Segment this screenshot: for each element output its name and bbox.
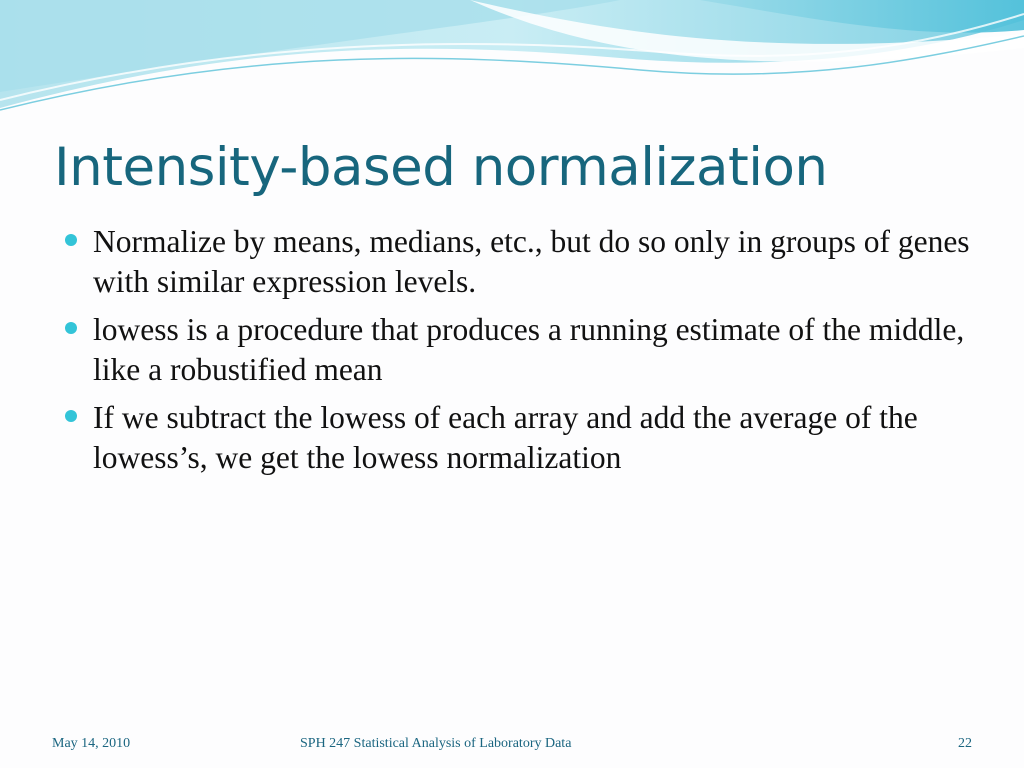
bullet-item (64, 310, 984, 390)
bullet-circle-icon (65, 234, 77, 246)
footer-date: May 14, 2010 (52, 736, 131, 751)
bullet-circle-icon (65, 322, 77, 334)
bullet-item (64, 398, 984, 478)
bullet-circle-icon (65, 410, 77, 422)
bullet-text: If we subtract the lowess of each array and add the average of the lowess’s, we get the lowess normalization (93, 400, 918, 475)
header-wave-decoration (0, 0, 1024, 130)
slide-number: 22 (958, 736, 972, 751)
bullet-list (64, 222, 984, 486)
bullet-item (64, 222, 984, 302)
bullet-text: Normalize by means, medians, etc., but do so only in groups of genes with similar expression levels. (93, 224, 970, 299)
slide-title: Intensity-based normalization (54, 137, 828, 198)
footer-course-title: SPH 247 Statistical Analysis of Laboratory Data (300, 736, 572, 751)
bullet-text: lowess is a procedure that produces a running estimate of the middle, like a robustified mean (93, 312, 965, 387)
